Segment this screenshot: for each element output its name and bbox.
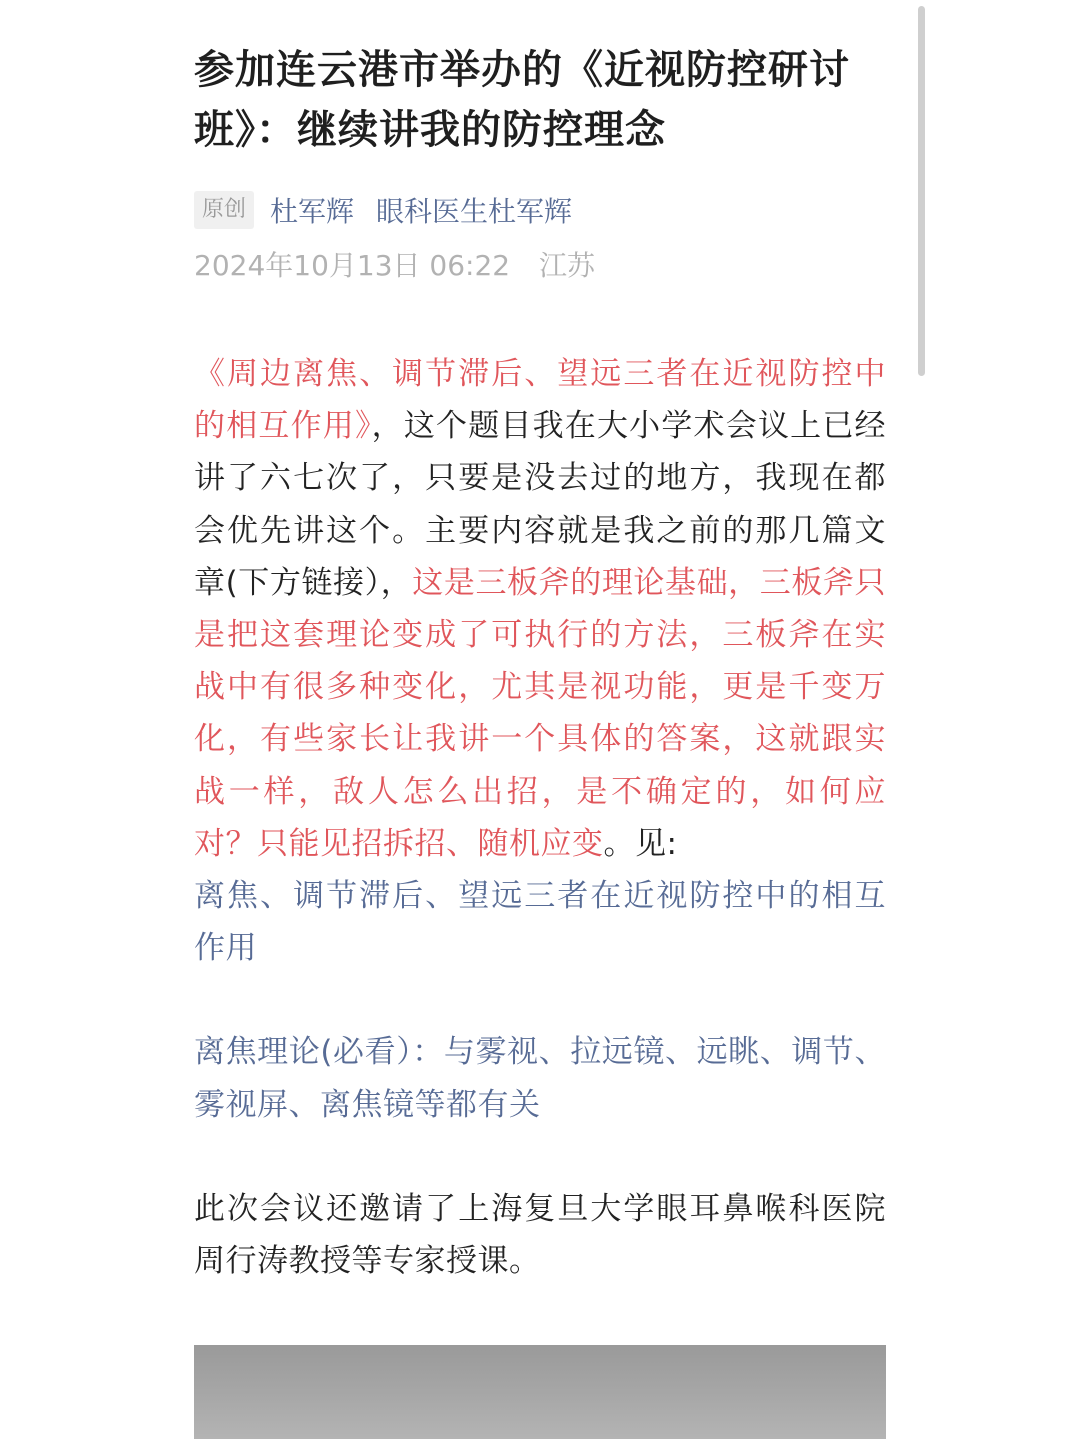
original-badge: 原创: [194, 191, 254, 229]
conference-photo: [194, 1345, 886, 1439]
article-title: 参加连云港市举办的《近视防控研讨班》：继续讲我的防控理念: [194, 47, 850, 153]
author-link[interactable]: 杜军辉: [270, 195, 355, 228]
publish-info: [194, 246, 886, 286]
article-meta: [194, 190, 886, 230]
paragraph-intro: [194, 348, 886, 870]
article-link-defocus-interaction[interactable]: 离焦、调节滞后、望远三者在近视防控中的相互作用: [194, 878, 886, 967]
scrollbar[interactable]: [918, 6, 925, 376]
publish-location: 江苏: [539, 249, 596, 282]
intro-text: ，这个题目我在大小学术会议上已经讲了六七次了，只要是没去过的地方，我现在都会优先讲这个。主要内容就是我之前的那几篇文章(下方链接），: [194, 408, 887, 601]
highlight-text: 这是三板斧的理论基础，三板斧只是把这套理论变成了可执行的方法，三板斧在实战中有很多种变化，尤其是视功能，更是千变万化，有些家长让我讲一个具体的答案，这就跟实战一样，敌人怎么出招，是不确定的，如何应对？只能见招拆招、随机应变: [194, 564, 887, 862]
spacer: [194, 1131, 886, 1183]
intro-tail: 。见:: [603, 825, 678, 862]
article-link-defocus-theory[interactable]: 离焦理论(必看）：与雾视、拉远镜、远眺、调节、雾视屏、离焦镜等都有关: [194, 1034, 886, 1123]
publish-datetime: 2024年10月13日 06:22: [194, 249, 511, 282]
account-link[interactable]: 眼科医生杜军辉: [376, 195, 573, 228]
article: [194, 40, 886, 1287]
paragraph-conference: 此次会议还邀请了上海复旦大学眼耳鼻喉科医院周行涛教授等专家授课。: [194, 1190, 886, 1280]
highlight-title: 《周边离焦、调节滞后、望远三者在近视防控中的相互作用》: [194, 356, 886, 445]
spacer: [194, 974, 886, 1026]
